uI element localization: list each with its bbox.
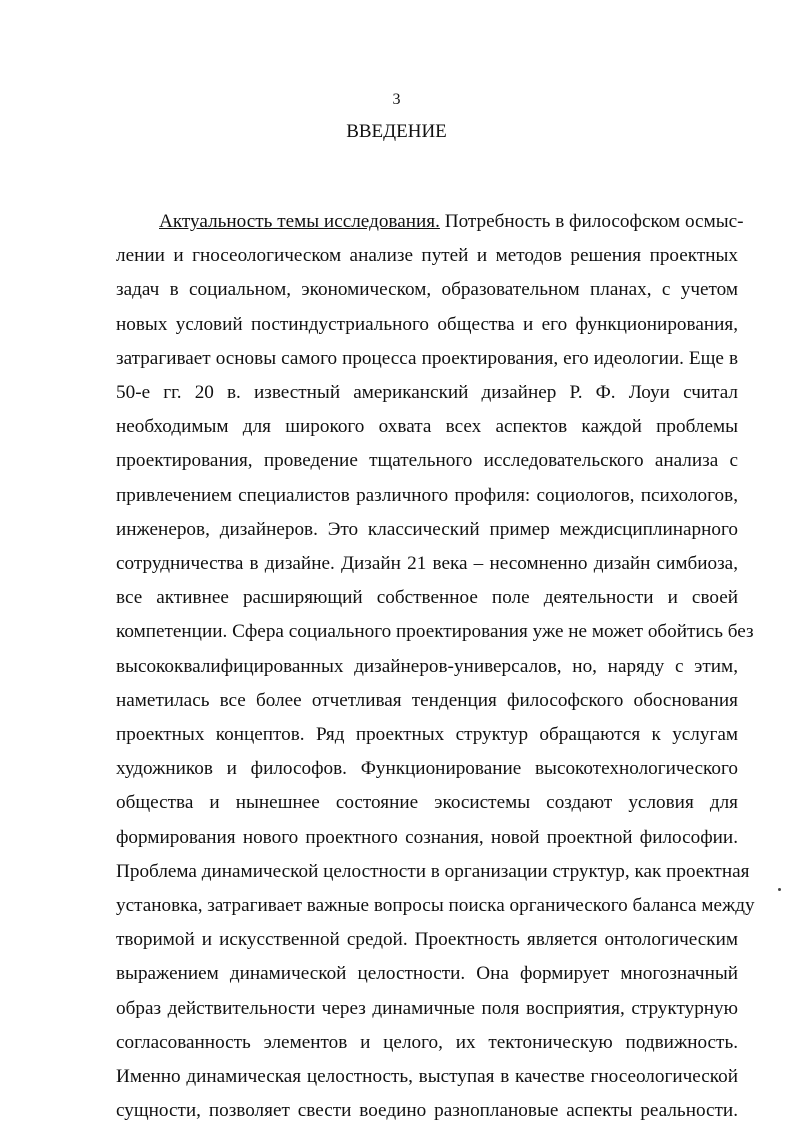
topic-relevance-label: Актуальность темы исследования.: [159, 211, 440, 232]
paragraph-line: установка, затрагивает важные вопросы поиска органического баланса между: [116, 895, 755, 917]
paragraph-line: наметилась все более отчетливая тенденция философского обоснования: [116, 689, 738, 711]
paragraph-line: лении и гносеологическом анализе путей и методов решения проектных: [116, 245, 738, 267]
paragraph-line: проектных концептов. Ряд проектных структур обращаются к услугам: [116, 724, 738, 746]
section-heading: ВВЕДЕНИЕ: [346, 121, 447, 142]
paragraph-line: сущности, позволяет свести воедино разноплановые аспекты реальности.: [116, 1100, 738, 1122]
paragraph-line: необходимым для широкого охвата всех аспектов каждой проблемы: [116, 416, 738, 438]
paragraph-line: сотрудничества в дизайне. Дизайн 21 века – несомненно дизайн симбиоза,: [116, 553, 738, 575]
body-paragraph: [116, 205, 755, 1128]
paragraph-line: компетенции. Сфера социального проектирования уже не может обойтись без: [116, 621, 754, 643]
paragraph-line: выражением динамической целостности. Она формирует многозначный: [116, 963, 738, 985]
paragraph-line: Проблема динамической целостности в организации структур, как проектная: [116, 860, 750, 882]
paragraph-line: задач в социальном, экономическом, образовательном планах, с учетом: [116, 279, 738, 301]
paragraph-line: общества и нынешнее состояние экосистемы создают условия для: [116, 792, 738, 814]
paragraph-line: образ действительности через динамичные поля восприятия, структурную: [116, 997, 738, 1019]
paragraph-line: 50-е гг. 20 в. известный американский дизайнер Р. Ф. Лоуи считал: [116, 382, 738, 404]
page-number: 3: [392, 91, 401, 108]
scan-dot-mark: [778, 888, 781, 891]
paragraph-line: затрагивает основы самого процесса проектирования, его идеологии. Еще в: [116, 347, 738, 369]
paragraph-line: все активнее расширяющий собственное поле деятельности и своей: [116, 587, 738, 609]
paragraph-line: новых условий постиндустриального общества и его функционирования,: [116, 313, 738, 335]
paragraph-line: привлечением специалистов различного профиля: социологов, психологов,: [116, 484, 738, 506]
paragraph-line: формирования нового проектного сознания, новой проектной философии.: [116, 826, 738, 848]
paragraph-line: проектирования, проведение тщательного исследовательского анализа с: [116, 450, 738, 472]
paragraph-line: согласованность элементов и целого, их тектоническую подвижность.: [116, 1031, 738, 1053]
paragraph-line: инженеров, дизайнеров. Это классический пример междисциплинарного: [116, 518, 738, 540]
paragraph-line: Именно динамическая целостность, выступая в качестве гносеологической: [116, 1066, 738, 1088]
paragraph-line: художников и философов. Функционирование высокотехнологического: [116, 758, 738, 780]
paragraph-line: высококвалифицированных дизайнеров-универсалов, но, наряду с этим,: [116, 655, 738, 677]
paragraph-line: творимой и искусственной средой. Проектность является онтологическим: [116, 929, 738, 951]
first-line-text: Потребность в философском осмыс-: [439, 211, 744, 232]
paragraph-line-1: [116, 205, 744, 239]
